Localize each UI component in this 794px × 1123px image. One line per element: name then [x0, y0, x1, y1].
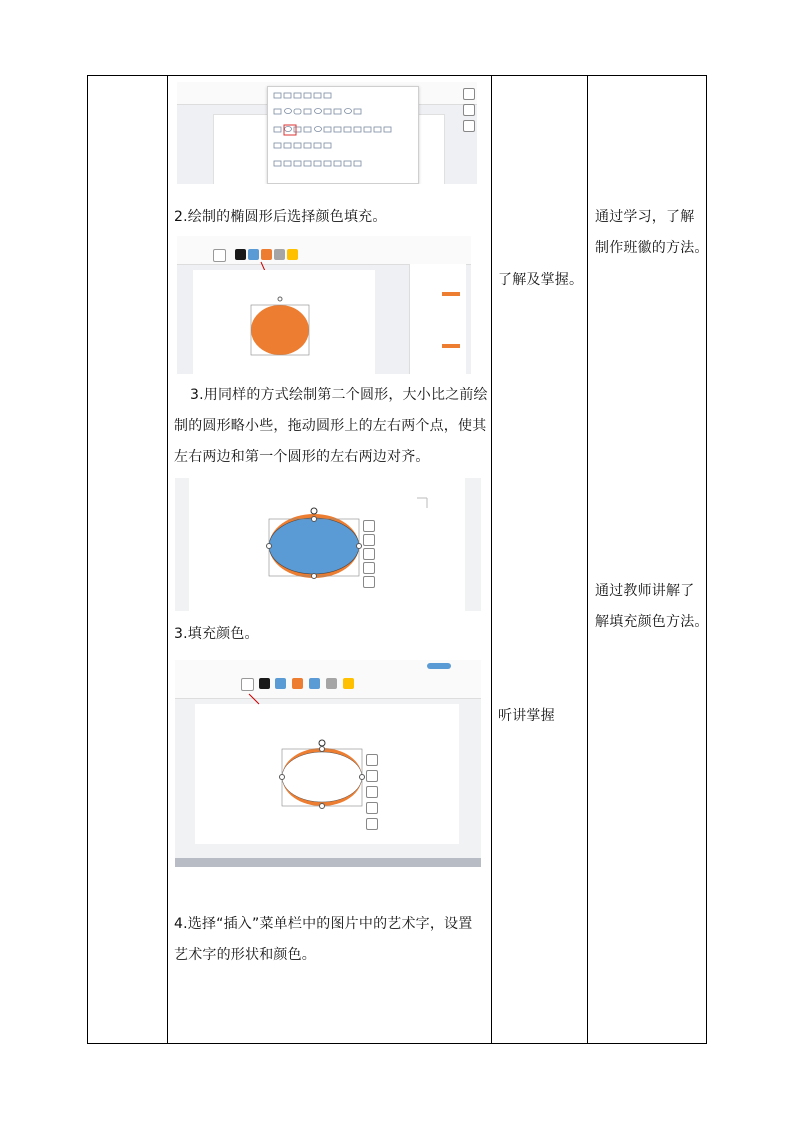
step-2-text: 2.绘制的椭圆形后选择颜色填充。	[174, 209, 387, 225]
toolbar-icon	[366, 754, 378, 766]
column-divider	[491, 75, 492, 1044]
student-activity-2: 听讲掌握	[498, 708, 555, 724]
design-intent-2-line-2: 解填充颜色方法。	[595, 614, 709, 630]
nested-ellipses-icon	[175, 478, 481, 611]
bulb-icon	[366, 818, 378, 830]
step-3-line-1: 3.用同样的方式绘制第二个圆形，大小比之前绘	[190, 387, 488, 403]
screenshot-ring	[175, 660, 481, 867]
bulb-icon	[363, 576, 375, 588]
pen-icon	[366, 770, 378, 782]
rotate-icon	[366, 786, 378, 798]
design-intent-1-line-1: 通过学习，了解	[595, 209, 695, 225]
step-4-line-1: 4.选择“插入”菜单栏中的图片中的艺术字，设置	[174, 916, 473, 932]
screenshot-orange-ellipse	[177, 236, 471, 374]
step-3b-text: 3.填充颜色。	[174, 626, 259, 642]
design-intent-1-line-2: 制作班徽的方法。	[595, 240, 709, 256]
ring-icon	[175, 660, 481, 867]
shape-dropdown-panel	[267, 86, 419, 184]
step-3-line-3: 左右两边和第一个圆形的左右两边对齐。	[174, 449, 430, 465]
screenshot-shape-gallery	[177, 82, 477, 184]
toolbar-icon	[363, 520, 375, 532]
screenshot-two-ellipses	[175, 478, 481, 611]
student-activity-1: 了解及掌握。	[498, 272, 584, 288]
sidebar-tool-icon	[463, 88, 475, 100]
column-divider	[587, 75, 588, 1044]
rotate-icon	[363, 548, 375, 560]
border-icon	[366, 802, 378, 814]
pen-icon	[363, 534, 375, 546]
property-panel	[409, 264, 466, 374]
step-3-line-2: 制的圆形略小些，拖动圆形上的左右两个点，使其	[174, 418, 487, 434]
design-intent-2-line-1: 通过教师讲解了	[595, 583, 695, 599]
scroll-bar	[175, 858, 481, 867]
border-icon	[363, 562, 375, 574]
shape-grid-icon	[268, 87, 418, 183]
zoom-icon	[463, 104, 475, 116]
step-4-line-2: 艺术字的形状和颜色。	[174, 947, 316, 963]
crop-icon	[463, 120, 475, 132]
column-divider	[167, 75, 168, 1044]
